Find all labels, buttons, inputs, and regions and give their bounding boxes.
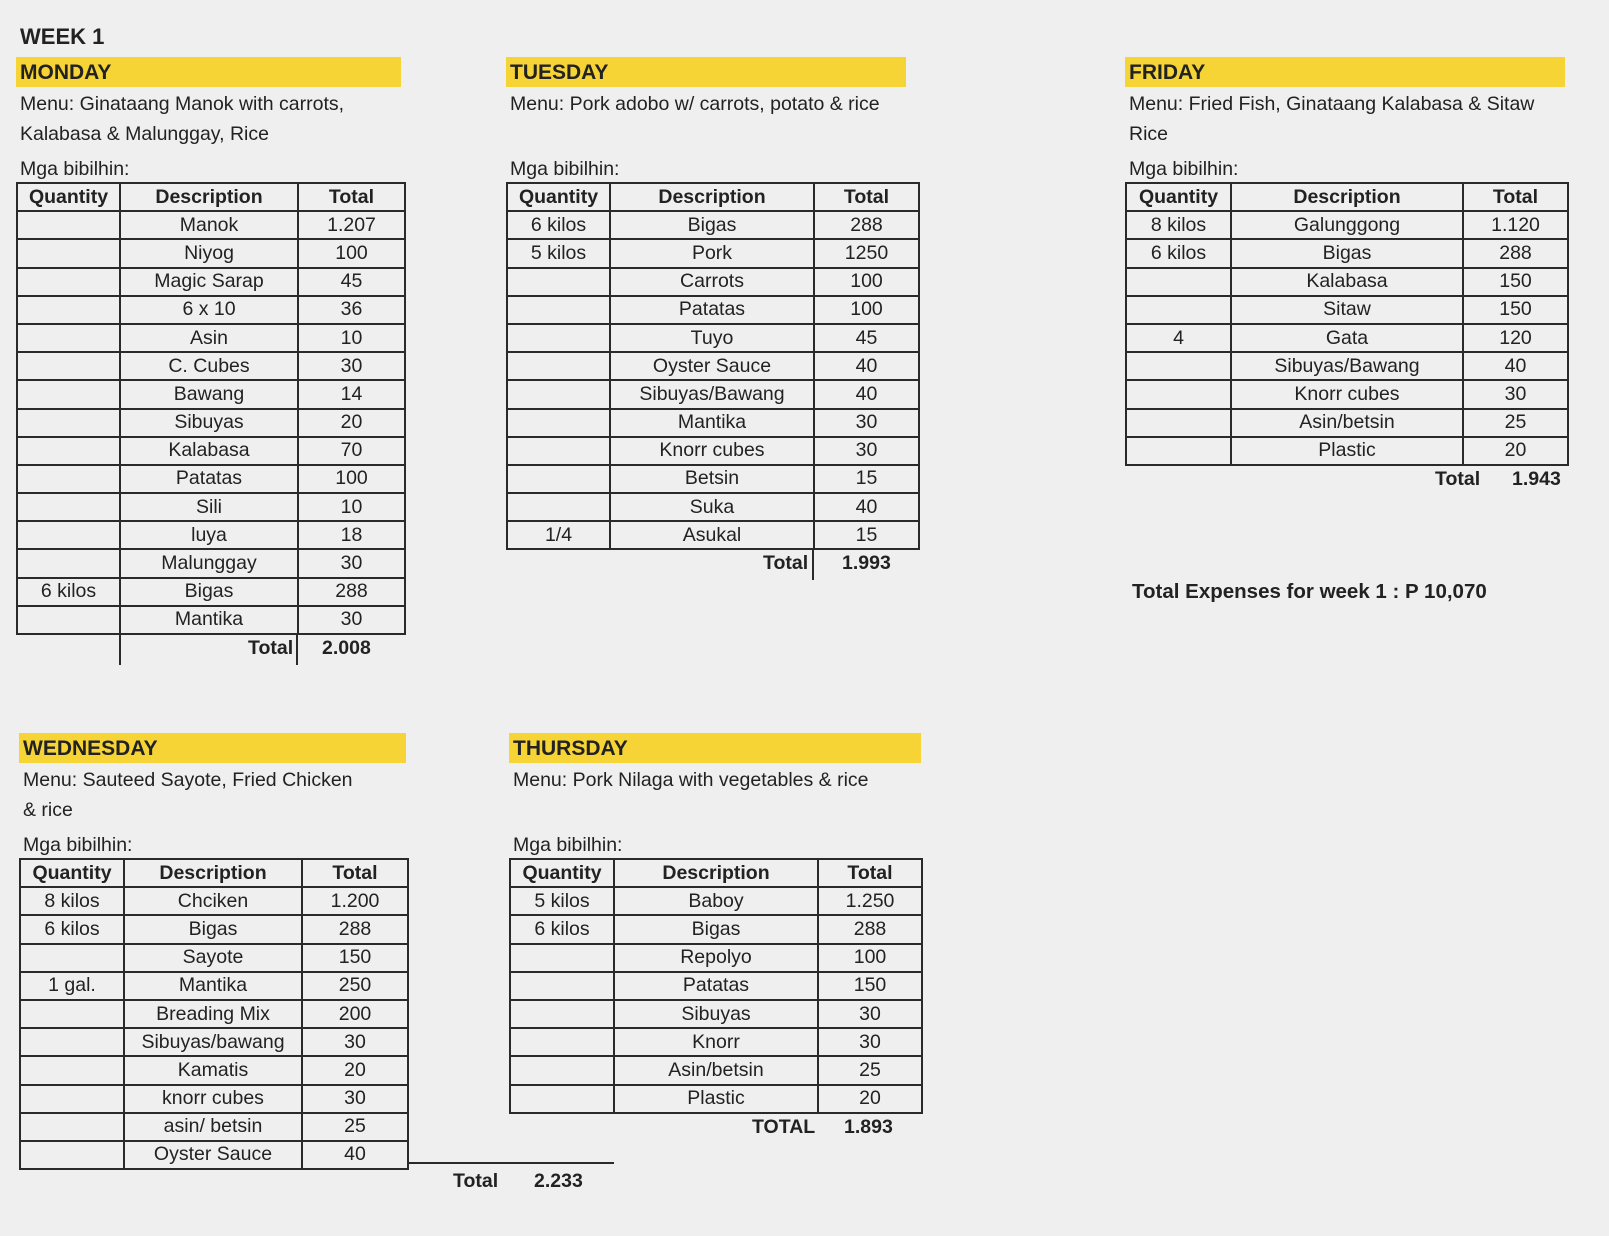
table-row <box>17 211 405 239</box>
quantity-cell: 6 kilos <box>17 578 120 606</box>
quantity-cell: 1/4 <box>507 521 610 549</box>
description-cell: Sitaw <box>1231 296 1463 324</box>
table-row <box>20 1141 408 1169</box>
quantity-cell: 4 <box>1126 324 1231 352</box>
total-cell: 150 <box>818 972 922 1000</box>
total-label: Total <box>1435 467 1481 490</box>
quantity-cell <box>17 380 120 408</box>
friday-block <box>1125 57 1575 496</box>
total-cell: 25 <box>302 1113 408 1141</box>
total-row <box>509 1114 929 1144</box>
table-row <box>17 437 405 465</box>
total-cell: 40 <box>302 1141 408 1169</box>
quantity-cell <box>507 493 610 521</box>
table-row <box>1126 352 1568 380</box>
table-row <box>20 1085 408 1113</box>
divider <box>812 550 814 580</box>
quantity-cell <box>17 493 120 521</box>
total-cell: 30 <box>298 606 405 634</box>
total-cell: 200 <box>302 1000 408 1028</box>
table-row <box>20 887 408 915</box>
quantity-cell: 1 gal. <box>20 972 124 1000</box>
quantity-cell <box>510 944 614 972</box>
total-cell: 30 <box>298 549 405 577</box>
table-row <box>510 1085 922 1113</box>
quantity-cell: 6 kilos <box>507 211 610 239</box>
header-quantity: Quantity <box>507 183 610 211</box>
description-cell: Chciken <box>124 887 302 915</box>
total-value: 1.893 <box>844 1115 893 1138</box>
description-cell: Bigas <box>120 578 298 606</box>
table-row <box>507 465 919 493</box>
description-cell: Knorr cubes <box>1231 380 1463 408</box>
table-row <box>17 352 405 380</box>
total-cell: 288 <box>814 211 919 239</box>
table-row <box>1126 211 1568 239</box>
total-cell: 15 <box>814 465 919 493</box>
menu-line-1: Menu: Fried Fish, Ginataang Kalabasa & Sitaw <box>1129 93 1535 115</box>
thursday-block <box>509 733 929 1144</box>
menu-line-2 <box>506 119 916 149</box>
description-cell: Sili <box>120 493 298 521</box>
total-label: TOTAL <box>752 1115 816 1138</box>
menu-line-1: Menu: Sauteed Sayote, Fried Chicken <box>23 769 353 791</box>
quantity-cell: 8 kilos <box>1126 211 1231 239</box>
total-cell: 10 <box>298 493 405 521</box>
description-cell: Pork <box>610 239 814 267</box>
total-label: Total <box>763 552 809 575</box>
quantity-cell <box>1126 352 1231 380</box>
wednesday-block <box>19 733 429 1170</box>
header-total: Total <box>1463 183 1568 211</box>
total-value: 1.993 <box>842 552 891 575</box>
table-row <box>510 1000 922 1028</box>
description-cell: Baboy <box>614 887 818 915</box>
total-cell: 100 <box>818 944 922 972</box>
description-cell: Patatas <box>610 296 814 324</box>
description-cell: Knorr <box>614 1028 818 1056</box>
quantity-cell <box>17 268 120 296</box>
description-cell: Gata <box>1231 324 1463 352</box>
total-cell: 30 <box>1463 380 1568 408</box>
table-row <box>20 1000 408 1028</box>
table-row <box>510 887 922 915</box>
quantity-cell <box>17 437 120 465</box>
table-row <box>17 521 405 549</box>
description-cell: Breading Mix <box>124 1000 302 1028</box>
description-cell: Suka <box>610 493 814 521</box>
description-cell: Kalabasa <box>1231 268 1463 296</box>
quantity-cell <box>17 239 120 267</box>
day-heading: FRIDAY <box>1125 57 1565 87</box>
table-row <box>1126 296 1568 324</box>
quantity-cell: 6 kilos <box>20 915 124 943</box>
wednesday-total-value: 2.233 <box>534 1170 583 1192</box>
total-cell: 70 <box>298 437 405 465</box>
header-quantity: Quantity <box>1126 183 1231 211</box>
quantity-cell <box>1126 380 1231 408</box>
total-cell: 45 <box>298 268 405 296</box>
total-cell: 288 <box>1463 239 1568 267</box>
description-cell: Tuyo <box>610 324 814 352</box>
table-row <box>17 549 405 577</box>
quantity-cell <box>17 465 120 493</box>
quantity-cell <box>510 1000 614 1028</box>
total-cell: 120 <box>1463 324 1568 352</box>
description-cell: Bigas <box>1231 239 1463 267</box>
description-cell: knorr cubes <box>124 1085 302 1113</box>
quantity-cell <box>20 1000 124 1028</box>
description-cell: Sibuyas/Bawang <box>1231 352 1463 380</box>
table-row <box>1126 324 1568 352</box>
shopping-label: Mga bibilhin: <box>23 834 133 856</box>
table-row <box>1126 409 1568 437</box>
table-row <box>507 437 919 465</box>
table-row <box>17 268 405 296</box>
total-cell: 288 <box>302 915 408 943</box>
table-row <box>17 380 405 408</box>
quantity-cell <box>507 409 610 437</box>
description-cell: Sibuyas <box>120 409 298 437</box>
description-cell: Asin/betsin <box>1231 409 1463 437</box>
total-cell: 36 <box>298 296 405 324</box>
menu-line-1: Menu: Ginataang Manok with carrots, <box>20 93 345 115</box>
table-header-row <box>510 859 922 887</box>
total-label: Total <box>248 637 294 659</box>
quantity-cell: 6 kilos <box>510 915 614 943</box>
items-table <box>19 858 409 1170</box>
description-cell: Knorr cubes <box>610 437 814 465</box>
total-cell: 30 <box>302 1028 408 1056</box>
quantity-cell: 5 kilos <box>510 887 614 915</box>
table-row <box>510 944 922 972</box>
total-cell: 1.120 <box>1463 211 1568 239</box>
quantity-cell <box>17 549 120 577</box>
description-cell: luya <box>120 521 298 549</box>
table-row <box>510 1056 922 1084</box>
table-row <box>510 1028 922 1056</box>
total-cell: 30 <box>298 352 405 380</box>
total-cell: 20 <box>818 1085 922 1113</box>
total-row <box>16 635 401 665</box>
total-cell: 40 <box>1463 352 1568 380</box>
total-value: 1.943 <box>1512 467 1561 490</box>
day-heading: WEDNESDAY <box>19 733 406 763</box>
quantity-cell <box>507 465 610 493</box>
table-row <box>17 606 405 634</box>
description-cell: C. Cubes <box>120 352 298 380</box>
quantity-cell <box>20 1085 124 1113</box>
description-cell: Bawang <box>120 380 298 408</box>
header-description: Description <box>124 859 302 887</box>
table-row <box>507 521 919 549</box>
total-cell: 30 <box>814 437 919 465</box>
description-cell: Plastic <box>614 1085 818 1113</box>
header-description: Description <box>610 183 814 211</box>
header-total: Total <box>818 859 922 887</box>
table-row <box>507 324 919 352</box>
total-cell: 30 <box>818 1000 922 1028</box>
description-cell: Magic Sarap <box>120 268 298 296</box>
total-cell: 1250 <box>814 239 919 267</box>
monday-block <box>16 57 401 665</box>
description-cell: Oyster Sauce <box>610 352 814 380</box>
description-cell: Sibuyas/Bawang <box>610 380 814 408</box>
header-total: Total <box>814 183 919 211</box>
divider <box>407 1162 614 1164</box>
table-row <box>1126 268 1568 296</box>
total-cell: 30 <box>818 1028 922 1056</box>
total-cell: 150 <box>1463 268 1568 296</box>
header-description: Description <box>614 859 818 887</box>
items-table <box>506 182 920 550</box>
total-cell: 40 <box>814 352 919 380</box>
description-cell: asin/ betsin <box>124 1113 302 1141</box>
total-cell: 150 <box>1463 296 1568 324</box>
quantity-cell <box>510 1028 614 1056</box>
table-row <box>20 944 408 972</box>
table-row <box>507 493 919 521</box>
menu-line-2: Kalabasa & Malunggay, Rice <box>20 123 269 145</box>
table-row <box>17 493 405 521</box>
total-cell: 45 <box>814 324 919 352</box>
table-row <box>1126 239 1568 267</box>
quantity-cell <box>507 296 610 324</box>
description-cell: Repolyo <box>614 944 818 972</box>
total-cell: 1.250 <box>818 887 922 915</box>
table-header-row <box>20 859 408 887</box>
table-row <box>20 1056 408 1084</box>
header-quantity: Quantity <box>510 859 614 887</box>
description-cell: Sibuyas <box>614 1000 818 1028</box>
tuesday-block <box>506 57 916 580</box>
week-title: WEEK 1 <box>20 24 105 49</box>
quantity-cell <box>17 296 120 324</box>
description-cell: Asin <box>120 324 298 352</box>
table-row <box>507 268 919 296</box>
divider <box>296 635 298 665</box>
description-cell: Patatas <box>614 972 818 1000</box>
description-cell: Bigas <box>614 915 818 943</box>
total-cell: 100 <box>814 268 919 296</box>
description-cell: Galunggong <box>1231 211 1463 239</box>
quantity-cell <box>507 352 610 380</box>
total-cell: 288 <box>298 578 405 606</box>
header-description: Description <box>1231 183 1463 211</box>
total-cell: 15 <box>814 521 919 549</box>
total-cell: 1.207 <box>298 211 405 239</box>
table-row <box>17 296 405 324</box>
week-grand-total: Total Expenses for week 1 : P 10,070 <box>1132 580 1487 603</box>
description-cell: Kamatis <box>124 1056 302 1084</box>
table-row <box>510 972 922 1000</box>
quantity-cell <box>507 324 610 352</box>
description-cell: Asin/betsin <box>614 1056 818 1084</box>
quantity-cell <box>17 211 120 239</box>
shopping-label: Mga bibilhin: <box>510 158 620 180</box>
description-cell: Manok <box>120 211 298 239</box>
shopping-label: Mga bibilhin: <box>20 158 130 180</box>
total-row <box>506 550 916 580</box>
day-heading: MONDAY <box>16 57 401 87</box>
header-quantity: Quantity <box>20 859 124 887</box>
total-cell: 10 <box>298 324 405 352</box>
items-table <box>1125 182 1569 466</box>
total-cell: 150 <box>302 944 408 972</box>
total-row <box>1125 466 1575 496</box>
description-cell: Plastic <box>1231 437 1463 465</box>
description-cell: Malunggay <box>120 549 298 577</box>
quantity-cell <box>17 606 120 634</box>
description-cell: Mantika <box>124 972 302 1000</box>
description-cell: Sibuyas/bawang <box>124 1028 302 1056</box>
shopping-label: Mga bibilhin: <box>513 834 623 856</box>
quantity-cell <box>1126 437 1231 465</box>
menu-line-2 <box>509 795 929 825</box>
total-value: 2.008 <box>322 637 371 659</box>
quantity-cell <box>507 437 610 465</box>
items-table <box>16 182 406 635</box>
quantity-cell <box>510 1056 614 1084</box>
description-cell: 6 x 10 <box>120 296 298 324</box>
header-total: Total <box>298 183 405 211</box>
table-row <box>17 465 405 493</box>
table-row <box>507 352 919 380</box>
description-cell: Oyster Sauce <box>124 1141 302 1169</box>
total-cell: 100 <box>298 239 405 267</box>
description-cell: Mantika <box>610 409 814 437</box>
table-row <box>1126 437 1568 465</box>
quantity-cell <box>510 972 614 1000</box>
menu-line-2: & rice <box>23 799 73 821</box>
table-row <box>510 915 922 943</box>
table-row <box>17 409 405 437</box>
total-cell: 40 <box>814 380 919 408</box>
total-cell: 25 <box>1463 409 1568 437</box>
total-cell: 25 <box>818 1056 922 1084</box>
description-cell: Mantika <box>120 606 298 634</box>
table-row <box>17 578 405 606</box>
description-cell: Betsin <box>610 465 814 493</box>
description-cell: Patatas <box>120 465 298 493</box>
total-cell: 1.200 <box>302 887 408 915</box>
table-row <box>17 324 405 352</box>
description-cell: Sayote <box>124 944 302 972</box>
total-cell: 100 <box>814 296 919 324</box>
quantity-cell <box>507 380 610 408</box>
table-row <box>20 1028 408 1056</box>
menu-line-1: Menu: Pork Nilaga with vegetables & rice <box>513 769 869 791</box>
quantity-cell <box>17 352 120 380</box>
quantity-cell <box>17 409 120 437</box>
description-cell: Kalabasa <box>120 437 298 465</box>
header-quantity: Quantity <box>17 183 120 211</box>
shopping-label: Mga bibilhin: <box>1129 158 1239 180</box>
total-cell: 14 <box>298 380 405 408</box>
total-cell: 20 <box>1463 437 1568 465</box>
quantity-cell <box>20 1113 124 1141</box>
day-heading: THURSDAY <box>509 733 921 763</box>
description-cell: Bigas <box>610 211 814 239</box>
quantity-cell <box>20 1056 124 1084</box>
total-cell: 40 <box>814 493 919 521</box>
total-cell: 288 <box>818 915 922 943</box>
total-cell: 100 <box>298 465 405 493</box>
quantity-cell <box>20 1141 124 1169</box>
day-heading: TUESDAY <box>506 57 906 87</box>
table-header-row <box>1126 183 1568 211</box>
total-cell: 20 <box>302 1056 408 1084</box>
total-cell: 30 <box>814 409 919 437</box>
table-row <box>507 239 919 267</box>
quantity-cell <box>1126 296 1231 324</box>
table-row <box>507 211 919 239</box>
quantity-cell <box>20 944 124 972</box>
table-row <box>20 915 408 943</box>
menu-line-2: Rice <box>1129 123 1169 145</box>
divider <box>119 635 121 665</box>
description-cell: Bigas <box>124 915 302 943</box>
table-header-row <box>507 183 919 211</box>
quantity-cell: 6 kilos <box>1126 239 1231 267</box>
quantity-cell <box>1126 409 1231 437</box>
total-cell: 250 <box>302 972 408 1000</box>
table-row <box>17 239 405 267</box>
items-table <box>509 858 923 1114</box>
quantity-cell: 5 kilos <box>507 239 610 267</box>
total-cell: 18 <box>298 521 405 549</box>
description-cell: Asukal <box>610 521 814 549</box>
table-row <box>20 972 408 1000</box>
menu-line-1: Menu: Pork adobo w/ carrots, potato & rice <box>510 93 880 115</box>
quantity-cell <box>510 1085 614 1113</box>
header-description: Description <box>120 183 298 211</box>
quantity-cell <box>1126 268 1231 296</box>
wednesday-total-label: Total <box>453 1170 499 1192</box>
table-row <box>20 1113 408 1141</box>
table-header-row <box>17 183 405 211</box>
table-row <box>1126 380 1568 408</box>
description-cell: Carrots <box>610 268 814 296</box>
table-row <box>507 409 919 437</box>
table-row <box>507 380 919 408</box>
quantity-cell <box>507 268 610 296</box>
quantity-cell <box>17 521 120 549</box>
header-total: Total <box>302 859 408 887</box>
description-cell: Niyog <box>120 239 298 267</box>
quantity-cell <box>17 324 120 352</box>
quantity-cell: 8 kilos <box>20 887 124 915</box>
total-cell: 20 <box>298 409 405 437</box>
total-cell: 30 <box>302 1085 408 1113</box>
table-row <box>507 296 919 324</box>
quantity-cell <box>20 1028 124 1056</box>
